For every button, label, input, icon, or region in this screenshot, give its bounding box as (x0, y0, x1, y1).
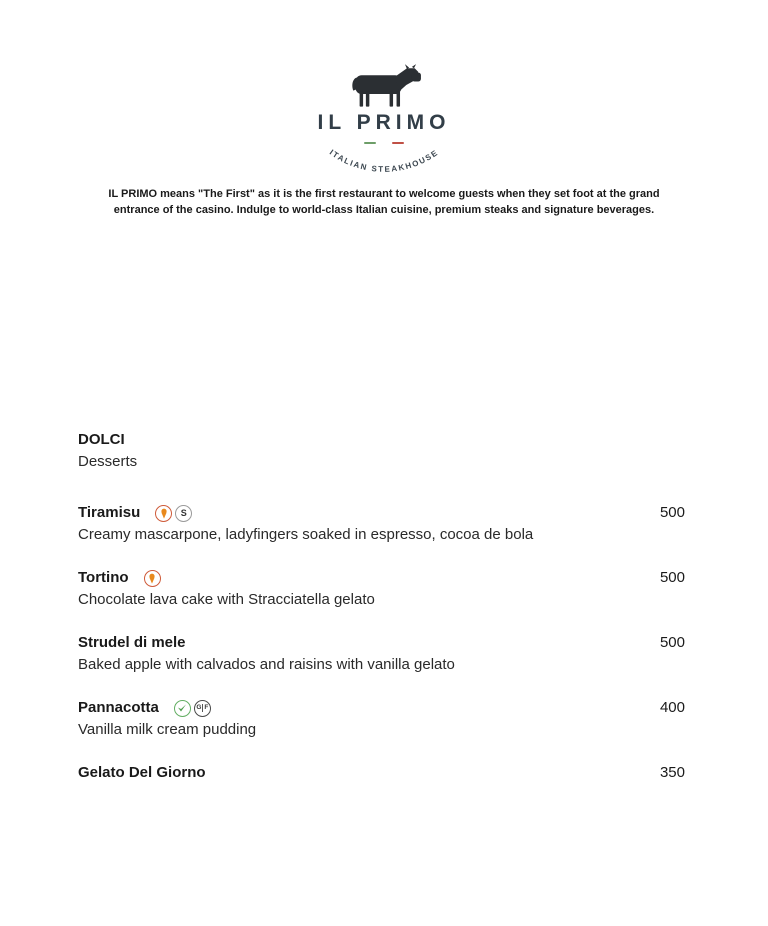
menu-section (78, 429, 685, 805)
logo-wordmark: IL PRIMO (317, 111, 451, 134)
logo-tagline-text: ITALIAN STEAKHOUSE (327, 147, 441, 174)
gf-right-letter: F (204, 704, 209, 711)
item-name: Tortino (78, 569, 129, 586)
menu-item-gelato-del-giorno (78, 762, 685, 784)
section-title: DOLCI (78, 431, 125, 448)
s-badge-icon (175, 505, 192, 522)
menu-item-tortino (78, 567, 685, 611)
item-price: 500 (659, 569, 685, 586)
item-description: Chocolate lava cake with Stracciatella gelato (78, 591, 375, 608)
bull-silhouette-icon (0, 62, 768, 108)
item-description: Vanilla milk cream pudding (78, 721, 257, 738)
restaurant-logo (0, 62, 768, 188)
s-badge-label: S (180, 508, 187, 518)
item-description: Baked apple with calvados and raisins with vanilla gelato (78, 656, 455, 673)
menu-item-strudel-di-mele (78, 632, 685, 676)
item-price: 500 (659, 504, 685, 521)
item-price: 350 (659, 764, 685, 781)
intro-text: IL PRIMO means "The First" as it is the first restaurant to welcome guests when they set foot at the grand entrance of the casino. Indulge to world-class Italian cuisine, premium steaks and signature beverages. (108, 188, 660, 216)
ice-cream-cone-icon (144, 570, 161, 587)
item-name: Strudel di mele (78, 634, 186, 651)
gf-divider (202, 704, 203, 712)
intro-section (0, 187, 768, 219)
gf-left-letter: G (196, 704, 202, 711)
logo-tagline-arc (0, 144, 768, 188)
gluten-free-icon (194, 700, 211, 717)
menu-items (78, 502, 685, 784)
item-name: Tiramisu (78, 504, 141, 521)
item-name: Pannacotta (78, 699, 159, 716)
svg-text:ITALIAN STEAKHOUSE (328, 148, 440, 174)
item-price: 400 (659, 699, 685, 716)
item-description: Creamy mascarpone, ladyfingers soaked in espresso, cocoa de bola (78, 526, 534, 543)
vegetarian-check-icon (174, 700, 191, 717)
item-price: 500 (659, 634, 685, 651)
ice-cream-cone-icon (155, 505, 172, 522)
menu-item-tiramisu (78, 502, 685, 546)
menu-item-pannacotta (78, 697, 685, 741)
section-subtitle: Desserts (78, 453, 138, 470)
item-name: Gelato Del Giorno (78, 764, 206, 781)
